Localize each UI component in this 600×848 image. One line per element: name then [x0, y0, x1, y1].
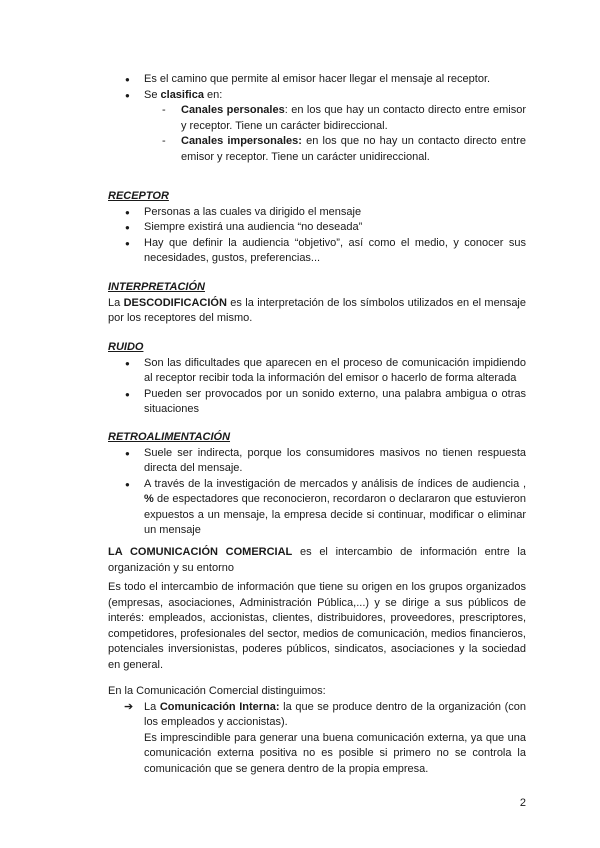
- bold-term: Canales personales: [181, 104, 285, 116]
- list-item: ● Hay que definir la audiencia “objetivo”, así como el medio, y conocer sus necesidades, gustos, preferencias...: [108, 236, 526, 267]
- retroalimentacion-section: [108, 430, 526, 539]
- section-heading: RUIDO: [108, 341, 144, 353]
- bold-term: LA COMUNICACIÓN COMERCIAL: [108, 546, 293, 558]
- section-heading: RETROALIMENTACIÓN: [108, 431, 231, 443]
- section-heading: RECEPTOR: [108, 190, 169, 202]
- comercial-distinguimos: [108, 684, 526, 777]
- section-heading: INTERPRETACIÓN: [108, 281, 205, 293]
- arrow-list-item: ➔ La Comunicación Interna: la que se produce dentro de la organización (con los empleados y accionistas). Es imprescindible para generar una buena comunicación externa, ya que una comunicación externa positiva no es posible si primero no se controla la comunicación que se genera dentro de la propia empresa.: [108, 700, 526, 778]
- list-item: ● Suele ser indirecta, porque los consumidores masivos no tienen respuesta directa del mensaje.: [108, 446, 526, 477]
- list-item: ● Siempre existirá una audiencia “no deseada”: [108, 220, 526, 236]
- list-item: ● Se clasifica en:: [108, 88, 526, 104]
- interpretacion-section: [108, 280, 526, 327]
- list-item: ● Son las dificultades que aparecen en el proceso de comunicación impidiendo al receptor recibir toda la información del emisor o hacerlo de forma alterada: [108, 356, 526, 387]
- comercial-intro: [108, 545, 526, 576]
- paragraph: En la Comunicación Comercial distinguimos:: [108, 685, 326, 697]
- list-item: ● Personas a las cuales va dirigido el mensaje: [108, 205, 526, 221]
- bold-term: DESCODIFICACIÓN: [123, 296, 227, 309]
- comercial-paragraph: [108, 580, 526, 673]
- paragraph: Es imprescindible para generar una buena comunicación externa, ya que una comunicación externa positiva no es posible si primero no se controla la comunicación que se genera dentro de la propia empresa.: [144, 731, 526, 775]
- sub-list-item: - Canales impersonales: en los que no hay un contacto directo entre emisor y receptor. Tiene un carácter unidireccional.: [108, 134, 526, 165]
- paragraph: Es todo el intercambio de información que tiene su origen en los grupos organizados (empresas, asociaciones, Administración Pública,...) y se dirige a sus públicos de interés: empleados, accionistas, clientes, distribuidores, proveedores, prescriptores, competidores, profesionales del sector, medios de comunicación, medios financieros, potenciales inversionistas, poderes públicos, sindicatos, asociaciones y la sociedad en general.: [108, 581, 526, 671]
- bold-term: clasifica: [160, 88, 204, 101]
- list-item: [108, 72, 526, 88]
- bold-term: Comunicación Interna:: [159, 700, 280, 713]
- list-item: ● Pueden ser provocados por un sonido externo, una palabra ambigua o otras situaciones: [108, 387, 526, 418]
- bold-term: %: [144, 493, 154, 505]
- list-item-text: Es el camino que permite al emisor hacer llegar el mensaje al receptor.: [144, 73, 491, 85]
- arrow-right-icon: ➔: [124, 700, 134, 713]
- bold-term: Canales impersonales:: [181, 135, 302, 147]
- ruido-section: [108, 340, 526, 418]
- page-number: 2: [519, 797, 526, 809]
- paragraph: La DESCODIFICACIÓN es la interpretación de los símbolos utilizados en el mensaje por los receptores del mismo.: [108, 296, 526, 324]
- sub-list-item: - Canales personales: en los que hay un contacto directo entre emisor y receptor. Tiene un carácter bidireccional.: [108, 103, 526, 134]
- list-item: ● A través de la investigación de mercados y análisis de índices de audiencia , % de espectadores que reconocieron, recordaron o declararon que estuvieron expuestos a un mensaje, la empresa decide si continuar, modificar o eliminar un mensaje: [108, 477, 526, 539]
- receptor-section: [108, 189, 526, 267]
- canal-section: [108, 72, 526, 165]
- paragraph: LA COMUNICACIÓN COMERCIAL es el intercambio de información entre la organización y su entorno: [108, 546, 526, 574]
